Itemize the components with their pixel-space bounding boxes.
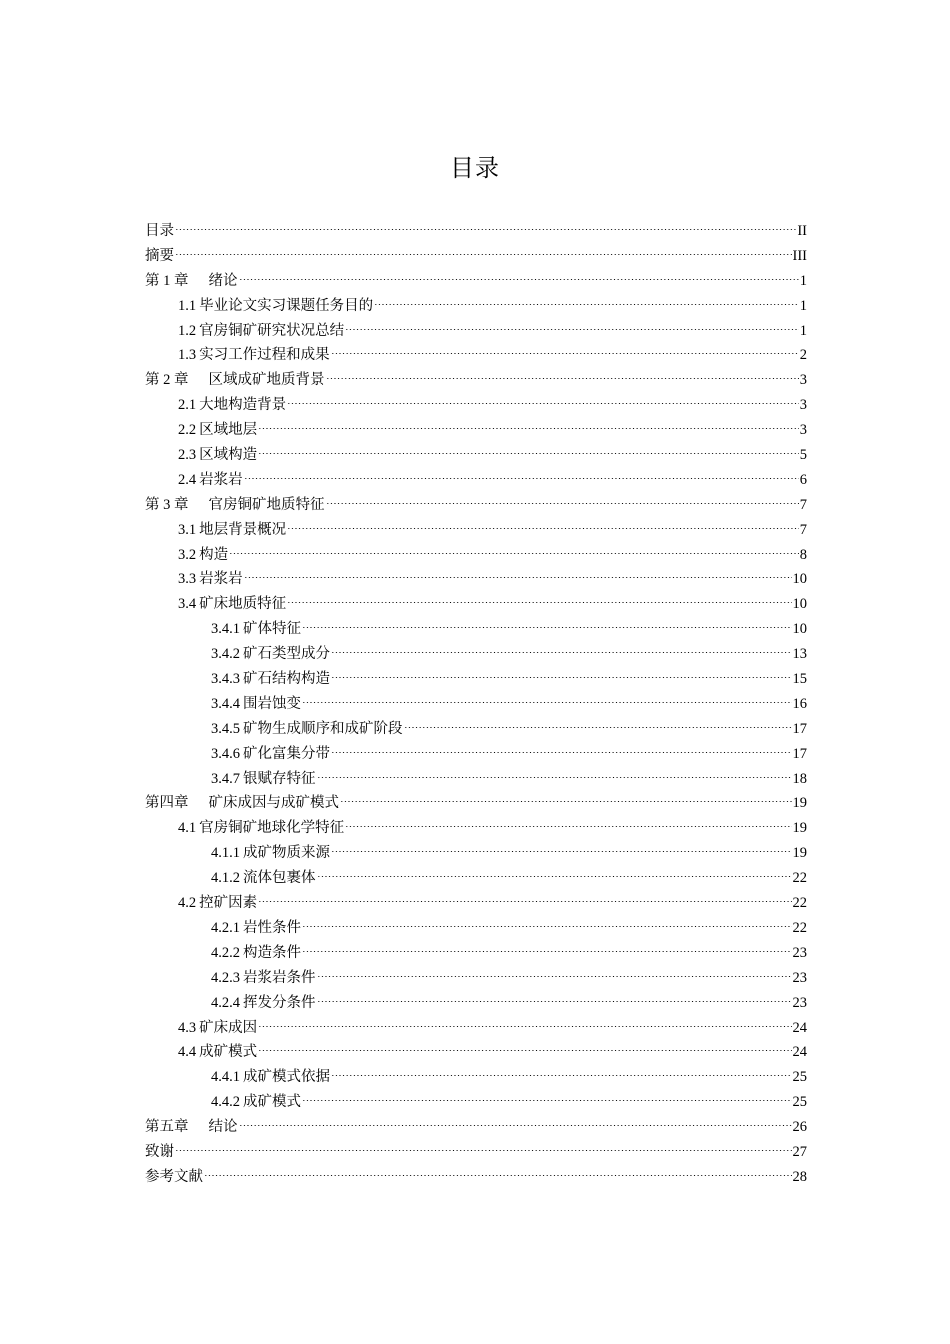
toc-entry[interactable]	[145, 219, 807, 244]
dot-leader	[302, 1096, 792, 1102]
dot-leader	[331, 673, 792, 679]
toc-entry-text: 矿床成因	[199, 1019, 258, 1036]
toc-entry-text: 毕业论文实习课题任务目的	[199, 297, 374, 314]
toc-entry[interactable]	[145, 1040, 807, 1065]
dot-leader	[331, 847, 792, 853]
dot-leader	[258, 897, 791, 903]
toc-entry-label	[145, 493, 325, 518]
toc-entry-page-number: 28	[792, 1168, 807, 1185]
toc-entry-number: 第 1 章	[145, 272, 189, 289]
toc-entry-text: 成矿模式	[199, 1044, 258, 1061]
toc-entry[interactable]	[145, 717, 807, 742]
toc-entry-page-number: 3	[799, 422, 807, 439]
toc-entry-page-number: 18	[792, 770, 807, 787]
toc-entry-label	[178, 1040, 257, 1065]
toc-entry-page-number: III	[792, 247, 807, 264]
toc-entry-text: 流体包裹体	[243, 870, 316, 887]
toc-entry-label	[145, 244, 174, 269]
toc-entry-page-number: 23	[792, 994, 807, 1011]
toc-entry-label	[145, 269, 238, 294]
toc-entry-number: 4.3	[178, 1019, 197, 1036]
toc-entry-text: 矿石类型成分	[243, 646, 330, 663]
toc-entry-page-number: 10	[792, 596, 807, 613]
dot-leader	[258, 1022, 791, 1028]
toc-entry-label	[145, 791, 339, 816]
toc-entry[interactable]	[145, 1165, 807, 1190]
toc-entry-label	[211, 916, 301, 941]
toc-entry[interactable]	[145, 319, 807, 344]
toc-entry-number: 第 3 章	[145, 496, 189, 513]
toc-entry-number: 3.4.6	[211, 745, 240, 762]
dot-leader	[326, 499, 799, 505]
toc-entry[interactable]	[145, 518, 807, 543]
toc-entry[interactable]	[145, 866, 807, 891]
toc-entry-label	[211, 991, 316, 1016]
toc-entry-number: 4.2.2	[211, 944, 240, 961]
toc-entry-page-number: 25	[792, 1094, 807, 1111]
toc-entry[interactable]	[145, 767, 807, 792]
dot-leader	[239, 275, 799, 281]
toc-entry-text: 挥发分条件	[243, 994, 316, 1011]
toc-entry[interactable]	[145, 941, 807, 966]
toc-entry-label	[211, 667, 330, 692]
toc-entry-number: 2.4	[178, 471, 197, 488]
dot-leader	[302, 698, 792, 704]
dot-leader	[244, 573, 792, 579]
toc-entry-page-number: 25	[792, 1069, 807, 1086]
toc-entry-label	[211, 742, 330, 767]
dot-leader	[345, 325, 799, 331]
toc-entry-text: 目录	[145, 223, 174, 239]
toc-entry-number: 第 2 章	[145, 372, 189, 389]
dot-leader	[244, 474, 799, 480]
toc-entry-label	[178, 393, 286, 418]
toc-entry-text: 岩性条件	[243, 919, 301, 936]
toc-entry-page-number: 1	[799, 297, 807, 314]
toc-entry-label	[145, 1165, 203, 1190]
toc-entry-number: 3.4.4	[211, 695, 240, 712]
toc-entry-number: 4.2.3	[211, 969, 240, 986]
toc-entry-text: 绪论	[208, 272, 238, 289]
toc-entry-label	[211, 941, 301, 966]
dot-leader	[317, 997, 792, 1003]
toc-entry-number: 3.4.1	[211, 621, 240, 638]
toc-entry-text: 岩浆岩	[199, 571, 243, 588]
toc-entry-page-number: 23	[792, 944, 807, 961]
toc-entry[interactable]	[145, 742, 807, 767]
toc-entry-text: 矿物生成顺序和成矿阶段	[243, 720, 403, 737]
page-title: 目录	[450, 154, 500, 182]
toc-entry-label	[178, 343, 330, 368]
toc-entry-number: 3.4	[178, 596, 197, 613]
toc-entry-text: 官房铜矿地球化学特征	[199, 820, 345, 837]
dot-leader	[331, 648, 792, 654]
dot-leader	[287, 399, 799, 405]
dot-leader	[302, 947, 792, 953]
toc-entry-label	[211, 767, 316, 792]
dot-leader	[175, 1146, 792, 1152]
toc-entry-label	[211, 966, 316, 991]
toc-entry-number: 第五章	[145, 1119, 189, 1136]
toc-entry[interactable]	[145, 617, 807, 642]
toc-entry-label	[211, 841, 330, 866]
toc-entry-text: 矿化富集分带	[243, 745, 330, 762]
toc-entry[interactable]	[145, 418, 807, 443]
toc-entry-text: 控矿因素	[199, 895, 258, 912]
toc-entry-number: 3.1	[178, 521, 197, 538]
toc-entry-number: 4.2.1	[211, 919, 240, 936]
toc-entry-label	[178, 816, 344, 841]
toc-entry-page-number: 24	[792, 1019, 807, 1036]
dot-leader	[287, 524, 799, 530]
dot-leader	[258, 449, 799, 455]
toc-entry-page-number: 10	[792, 621, 807, 638]
toc-entry[interactable]	[145, 891, 807, 916]
toc-entry-page-number: 13	[792, 646, 807, 663]
toc-entry-page-number: 8	[799, 546, 807, 563]
toc-entry-number: 1.3	[178, 347, 197, 364]
toc-entry-number: 2.2	[178, 422, 197, 439]
toc-entry-text: 致谢	[145, 1143, 174, 1160]
toc-entry-number: 3.4.5	[211, 720, 240, 737]
toc-entry-label	[178, 592, 286, 617]
toc-entry-text: 大地构造背景	[199, 397, 287, 414]
toc-entry-text: 围岩蚀变	[243, 695, 301, 712]
dot-leader	[326, 374, 799, 380]
toc-entry[interactable]	[145, 1140, 807, 1165]
toc-entry-text: 成矿模式	[243, 1094, 301, 1111]
dot-leader	[239, 1121, 792, 1127]
toc-entry-number: 4.1.2	[211, 870, 240, 887]
toc-entry-page-number: 17	[792, 745, 807, 762]
toc-entry[interactable]	[145, 244, 807, 269]
toc-entry-label	[145, 219, 174, 244]
dot-leader	[317, 773, 792, 779]
toc-entry-text: 成矿模式依据	[243, 1069, 330, 1086]
toc-entry-page-number: 19	[792, 820, 807, 837]
toc-entry-page-number: II	[797, 223, 807, 239]
toc-entry[interactable]	[145, 493, 807, 518]
toc-entry-page-number: 1	[799, 322, 807, 339]
toc-entry-number: 4.1.1	[211, 845, 240, 862]
dot-leader	[229, 549, 799, 555]
toc-entry-number: 3.2	[178, 546, 197, 563]
toc-entry-label	[178, 1016, 257, 1041]
toc-entry[interactable]	[145, 543, 807, 568]
dot-leader	[374, 300, 799, 306]
toc-entry-page-number: 15	[792, 671, 807, 688]
toc-entry[interactable]	[145, 592, 807, 617]
toc-entry[interactable]	[145, 368, 807, 393]
toc-entry-text: 矿石结构构造	[243, 671, 330, 688]
toc-entry[interactable]	[145, 1115, 807, 1140]
toc-entry-number: 3.4.7	[211, 770, 240, 787]
toc-entry-number: 4.2	[178, 895, 197, 912]
toc-entry[interactable]	[145, 841, 807, 866]
toc-entry-page-number: 7	[799, 521, 807, 538]
toc-entry-text: 矿床成因与成矿模式	[208, 795, 339, 812]
toc-entry[interactable]	[145, 1065, 807, 1090]
toc-entry-label	[145, 1115, 238, 1140]
dot-leader	[340, 797, 792, 803]
toc-entry-text: 银赋存特征	[243, 770, 316, 787]
toc-entry-label	[178, 543, 228, 568]
toc-entry-label	[211, 1065, 330, 1090]
dot-leader	[331, 1071, 792, 1077]
toc-entry-number: 4.4.1	[211, 1069, 240, 1086]
toc-entry-page-number: 5	[799, 447, 807, 464]
toc-entry-page-number: 19	[792, 845, 807, 862]
toc-entry-number: 3.4.2	[211, 646, 240, 663]
toc-entry-text: 矿床地质特征	[199, 596, 287, 613]
toc-entry-number: 3.3	[178, 571, 197, 588]
dot-leader	[331, 349, 799, 355]
dot-leader	[287, 598, 791, 604]
toc-entry-number: 2.1	[178, 397, 197, 414]
toc-entry-page-number: 3	[799, 397, 807, 414]
toc-entry-text: 参考文献	[145, 1168, 203, 1185]
dot-leader	[302, 922, 792, 928]
toc-entry-page-number: 1	[799, 272, 807, 289]
toc-entry-page-number: 19	[792, 795, 807, 812]
toc-entry[interactable]	[145, 1016, 807, 1041]
dot-leader	[302, 623, 792, 629]
toc-entry-text: 摘要	[145, 247, 174, 264]
toc-entry-label	[145, 368, 325, 393]
toc-entry-number: 1.2	[178, 322, 197, 339]
toc-entry-text: 区域成矿地质背景	[208, 372, 325, 389]
toc-entry[interactable]	[145, 393, 807, 418]
toc-entry-label	[178, 518, 286, 543]
toc-entry-text: 区域地层	[199, 422, 258, 439]
dot-leader	[175, 225, 796, 231]
toc-entry-label	[211, 717, 403, 742]
toc-entry-text: 区域构造	[199, 447, 258, 464]
table-of-contents	[145, 219, 807, 1190]
toc-entry-label	[178, 468, 243, 493]
toc-entry-text: 结论	[208, 1119, 238, 1136]
toc-entry-label	[178, 443, 257, 468]
toc-entry-page-number: 3	[799, 372, 807, 389]
toc-entry[interactable]	[145, 966, 807, 991]
toc-entry-label	[211, 1090, 301, 1115]
toc-entry-text: 岩浆岩条件	[243, 969, 316, 986]
toc-entry[interactable]	[145, 468, 807, 493]
toc-entry-label	[211, 617, 301, 642]
dot-leader	[331, 748, 792, 754]
toc-entry-label	[178, 567, 243, 592]
dot-leader	[317, 872, 792, 878]
toc-entry-text: 岩浆岩	[199, 471, 243, 488]
toc-entry-page-number: 23	[792, 969, 807, 986]
toc-entry-text: 实习工作过程和成果	[199, 347, 330, 364]
toc-entry-number: 1.1	[178, 297, 197, 314]
toc-entry[interactable]	[145, 567, 807, 592]
toc-entry-label	[178, 418, 257, 443]
dot-leader	[175, 250, 792, 256]
toc-entry-page-number: 2	[799, 347, 807, 364]
toc-entry-page-number: 27	[792, 1143, 807, 1160]
toc-entry-label	[211, 866, 316, 891]
toc-entry[interactable]	[145, 791, 807, 816]
toc-entry-text: 官房铜矿地质特征	[208, 496, 325, 513]
toc-entry-page-number: 17	[792, 720, 807, 737]
toc-entry-label	[211, 692, 301, 717]
toc-entry-label	[211, 642, 330, 667]
toc-entry-page-number: 22	[792, 895, 807, 912]
toc-entry-text: 地层背景概况	[199, 521, 287, 538]
toc-entry-text: 官房铜矿研究状况总结	[199, 322, 345, 339]
toc-entry-text: 成矿物质来源	[243, 845, 330, 862]
toc-entry-text: 构造条件	[243, 944, 301, 961]
toc-entry-number: 3.4.3	[211, 671, 240, 688]
toc-entry-number: 4.4.2	[211, 1094, 240, 1111]
toc-entry-page-number: 7	[799, 496, 807, 513]
toc-entry-label	[145, 1140, 174, 1165]
toc-entry[interactable]	[145, 1090, 807, 1115]
toc-entry-page-number: 26	[792, 1119, 807, 1136]
toc-entry-page-number: 6	[799, 471, 807, 488]
toc-entry[interactable]	[145, 294, 807, 319]
dot-leader	[258, 424, 799, 430]
toc-entry-number: 4.4	[178, 1044, 197, 1061]
toc-entry-text: 矿体特征	[243, 621, 301, 638]
toc-entry-page-number: 10	[792, 571, 807, 588]
dot-leader	[404, 723, 792, 729]
toc-entry[interactable]	[145, 667, 807, 692]
toc-entry-label	[178, 294, 373, 319]
toc-entry[interactable]	[145, 816, 807, 841]
toc-entry-label	[178, 891, 257, 916]
toc-entry-number: 4.1	[178, 820, 197, 837]
toc-entry[interactable]	[145, 991, 807, 1016]
toc-entry[interactable]	[145, 443, 807, 468]
dot-leader	[317, 972, 792, 978]
toc-entry[interactable]	[145, 343, 807, 368]
toc-entry-page-number: 22	[792, 919, 807, 936]
toc-entry[interactable]	[145, 692, 807, 717]
toc-entry-text: 构造	[199, 546, 229, 563]
dot-leader	[345, 822, 791, 828]
toc-entry-number: 2.3	[178, 447, 197, 464]
toc-entry-number: 第四章	[145, 795, 189, 812]
toc-entry-page-number: 22	[792, 870, 807, 887]
toc-entry-number: 4.2.4	[211, 994, 240, 1011]
toc-entry[interactable]	[145, 916, 807, 941]
dot-leader	[258, 1046, 791, 1052]
toc-entry-page-number: 24	[792, 1044, 807, 1061]
toc-entry[interactable]	[145, 269, 807, 294]
dot-leader	[204, 1171, 792, 1177]
toc-entry-label	[178, 319, 344, 344]
toc-entry-page-number: 16	[792, 695, 807, 712]
toc-entry[interactable]	[145, 642, 807, 667]
